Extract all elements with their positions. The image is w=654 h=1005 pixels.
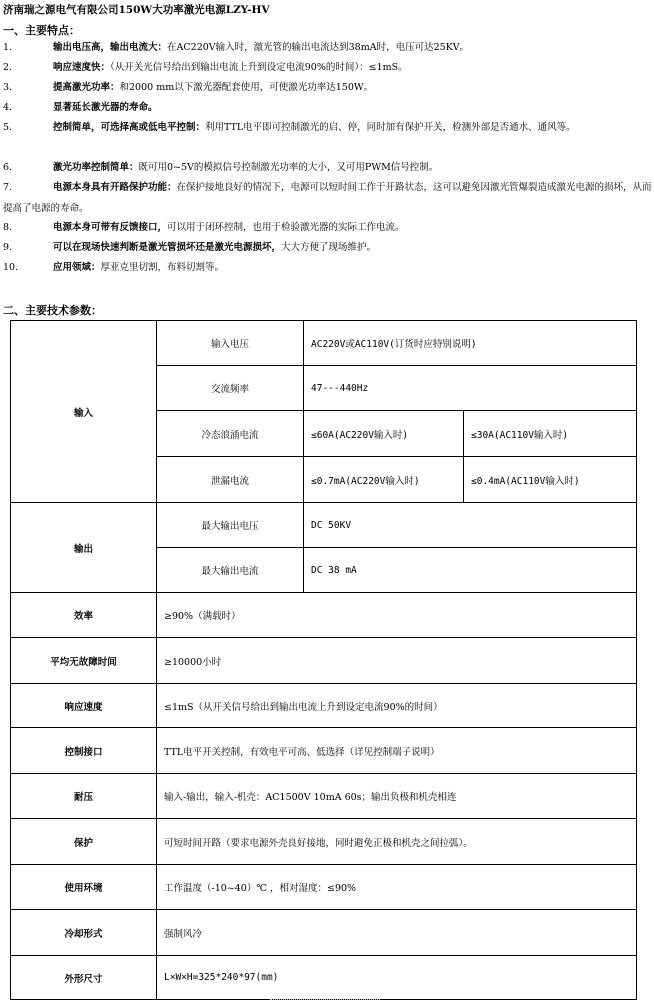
feature-item <box>3 78 653 99</box>
input-label: 输入 <box>11 321 157 503</box>
feature-item <box>3 58 653 79</box>
table-row <box>11 638 637 684</box>
cooling-label: 冷却形式 <box>11 910 157 956</box>
feature-item <box>3 178 653 219</box>
feature-title: 电源本身具有开路保护功能： <box>53 182 177 193</box>
inrush-110-value: ≤30A(AC110V输入时) <box>464 411 637 457</box>
max-voltage-value: DC 50KV <box>304 503 637 548</box>
table-row <box>11 321 637 366</box>
mtbf-value: ≥10000小时 <box>157 638 637 684</box>
leak-label: 泄漏电流 <box>157 457 304 503</box>
feature-text: 可以用于闭环控制，也用于检验激光器的实际工作电流。 <box>167 222 405 233</box>
feature-item <box>3 158 653 179</box>
feature-number: 1. <box>3 42 13 53</box>
leak-220-value: ≤0.7mA(AC220V输入时) <box>304 457 464 503</box>
feature-number: 4. <box>3 102 13 113</box>
freq-label: 交流频率 <box>157 366 304 411</box>
feature-number: 2. <box>3 62 13 73</box>
feature-item <box>3 38 653 59</box>
feature-title: 输出电压高，输出电流大： <box>53 42 168 53</box>
table-row <box>11 684 637 728</box>
table-row <box>11 910 637 956</box>
mtbf-label: 平均无故障时间 <box>11 638 157 684</box>
inrush-label: 冷态浪涌电流 <box>157 411 304 457</box>
withstand-label: 耐压 <box>11 774 157 819</box>
response-value: ≤1mS（从开关信号给出到输出电流上升到设定电流90%的时间） <box>157 684 637 728</box>
table-row <box>11 503 637 548</box>
max-current-label: 最大输出电流 <box>157 548 304 593</box>
feature-title: 应用领域： <box>53 262 101 273</box>
output-label: 输出 <box>11 503 157 593</box>
table-row <box>11 593 637 638</box>
max-current-value: DC 38 mA <box>304 548 637 593</box>
max-voltage-label: 最大输出电压 <box>157 503 304 548</box>
feature-number: 7. <box>3 182 13 193</box>
dims-label: 外形尺寸 <box>11 956 157 1000</box>
protect-label: 保护 <box>11 819 157 865</box>
feature-text: 既可用0~5V的模拟信号控制激光功率的大小，又可用PWM信号控制。 <box>138 162 439 173</box>
protect-value: 可短时间开路（要求电源外壳良好接地，同时避免正极和机壳之间拉弧）。 <box>157 819 637 865</box>
feature-title: 激光功率控制简单： <box>53 162 139 173</box>
leak-110-value: ≤0.4mA(AC110V输入时) <box>464 457 637 503</box>
feature-item <box>3 98 653 119</box>
feature-title: 响应速度快： <box>53 62 111 73</box>
features-heading: 一、主要特点： <box>3 24 80 37</box>
feature-title: 电源本身可带有反馈接口， <box>53 222 168 233</box>
footer-divider <box>270 999 380 1000</box>
env-value: 工作温度（-10~40）℃ ，相对湿度：≤90% <box>157 865 637 910</box>
table-row <box>11 819 637 865</box>
feature-title: 显著延长激光器的寿命。 <box>53 102 158 113</box>
table-row <box>11 728 637 774</box>
feature-item <box>3 118 653 139</box>
freq-value: 47---440Hz <box>304 366 637 411</box>
feature-number: 3. <box>3 82 13 93</box>
cooling-value: 强制风冷 <box>157 910 637 956</box>
feature-item <box>3 238 653 259</box>
feature-number: 5. <box>3 122 13 133</box>
feature-item <box>3 218 653 239</box>
specs-table <box>10 320 637 1000</box>
control-label: 控制接口 <box>11 728 157 774</box>
feature-item <box>3 258 653 279</box>
dims-value: L×W×H=325*240*97(mm) <box>157 956 637 1000</box>
document-title: 济南瑞之源电气有限公司150W大功率激光电源LZY-HV <box>3 4 270 16</box>
table-row <box>11 956 637 1000</box>
input-voltage-label: 输入电压 <box>157 321 304 366</box>
input-voltage-value: AC220V或AC110V(订货时应特别说明) <box>304 321 637 366</box>
efficiency-value: ≥90%（满载时） <box>157 593 637 638</box>
feature-title: 提高激光功率： <box>53 82 120 93</box>
env-label: 使用环境 <box>11 865 157 910</box>
feature-number: 8. <box>3 222 13 233</box>
control-value: TTL电平开关控制，有效电平可高、低选择（详见控制端子说明） <box>157 728 637 774</box>
feature-text: 在AC220V输入时，激光管的输出电流达到38mA时，电压可达25KV。 <box>167 42 470 53</box>
feature-text: 和2000 mm以下激光器配套使用，可使激光功率达150W。 <box>119 82 374 93</box>
withstand-value: 输入-输出，输入-机壳：AC1500V 10mA 60s；输出负极和机壳相连 <box>157 774 637 819</box>
efficiency-label: 效率 <box>11 593 157 638</box>
feature-number: 10. <box>3 262 19 273</box>
feature-text: 在保护接地良好的情况下，电源可以短时间工作于开路状态，这可以避免因激光管爆裂造成激光电源的损坏，从而提高了电源的寿命。 <box>3 182 652 214</box>
feature-text: （从开关光信号给出到输出电流上升到设定电流90%的时间）：≤1mS。 <box>110 62 408 73</box>
feature-text: 厚亚克里切割，布料切割等。 <box>100 262 225 273</box>
table-row <box>11 865 637 910</box>
inrush-220-value: ≤60A(AC220V输入时) <box>304 411 464 457</box>
table-row <box>11 774 637 819</box>
specs-heading: 二、主要技术参数： <box>3 304 102 317</box>
feature-number: 6. <box>3 162 13 173</box>
feature-text: 利用TTL电平即可控制激光的启、停，同时加有保护开关，检测外部是否通水、通风等。 <box>205 122 576 133</box>
response-label: 响应速度 <box>11 684 157 728</box>
feature-title: 控制简单，可选择高或低电平控制： <box>53 122 206 133</box>
feature-title: 可以在现场快速判断是激光管损坏还是激光电源损坏， <box>53 242 282 253</box>
feature-text: 大大方便了现场维护。 <box>281 242 377 253</box>
feature-number: 9. <box>3 242 13 253</box>
